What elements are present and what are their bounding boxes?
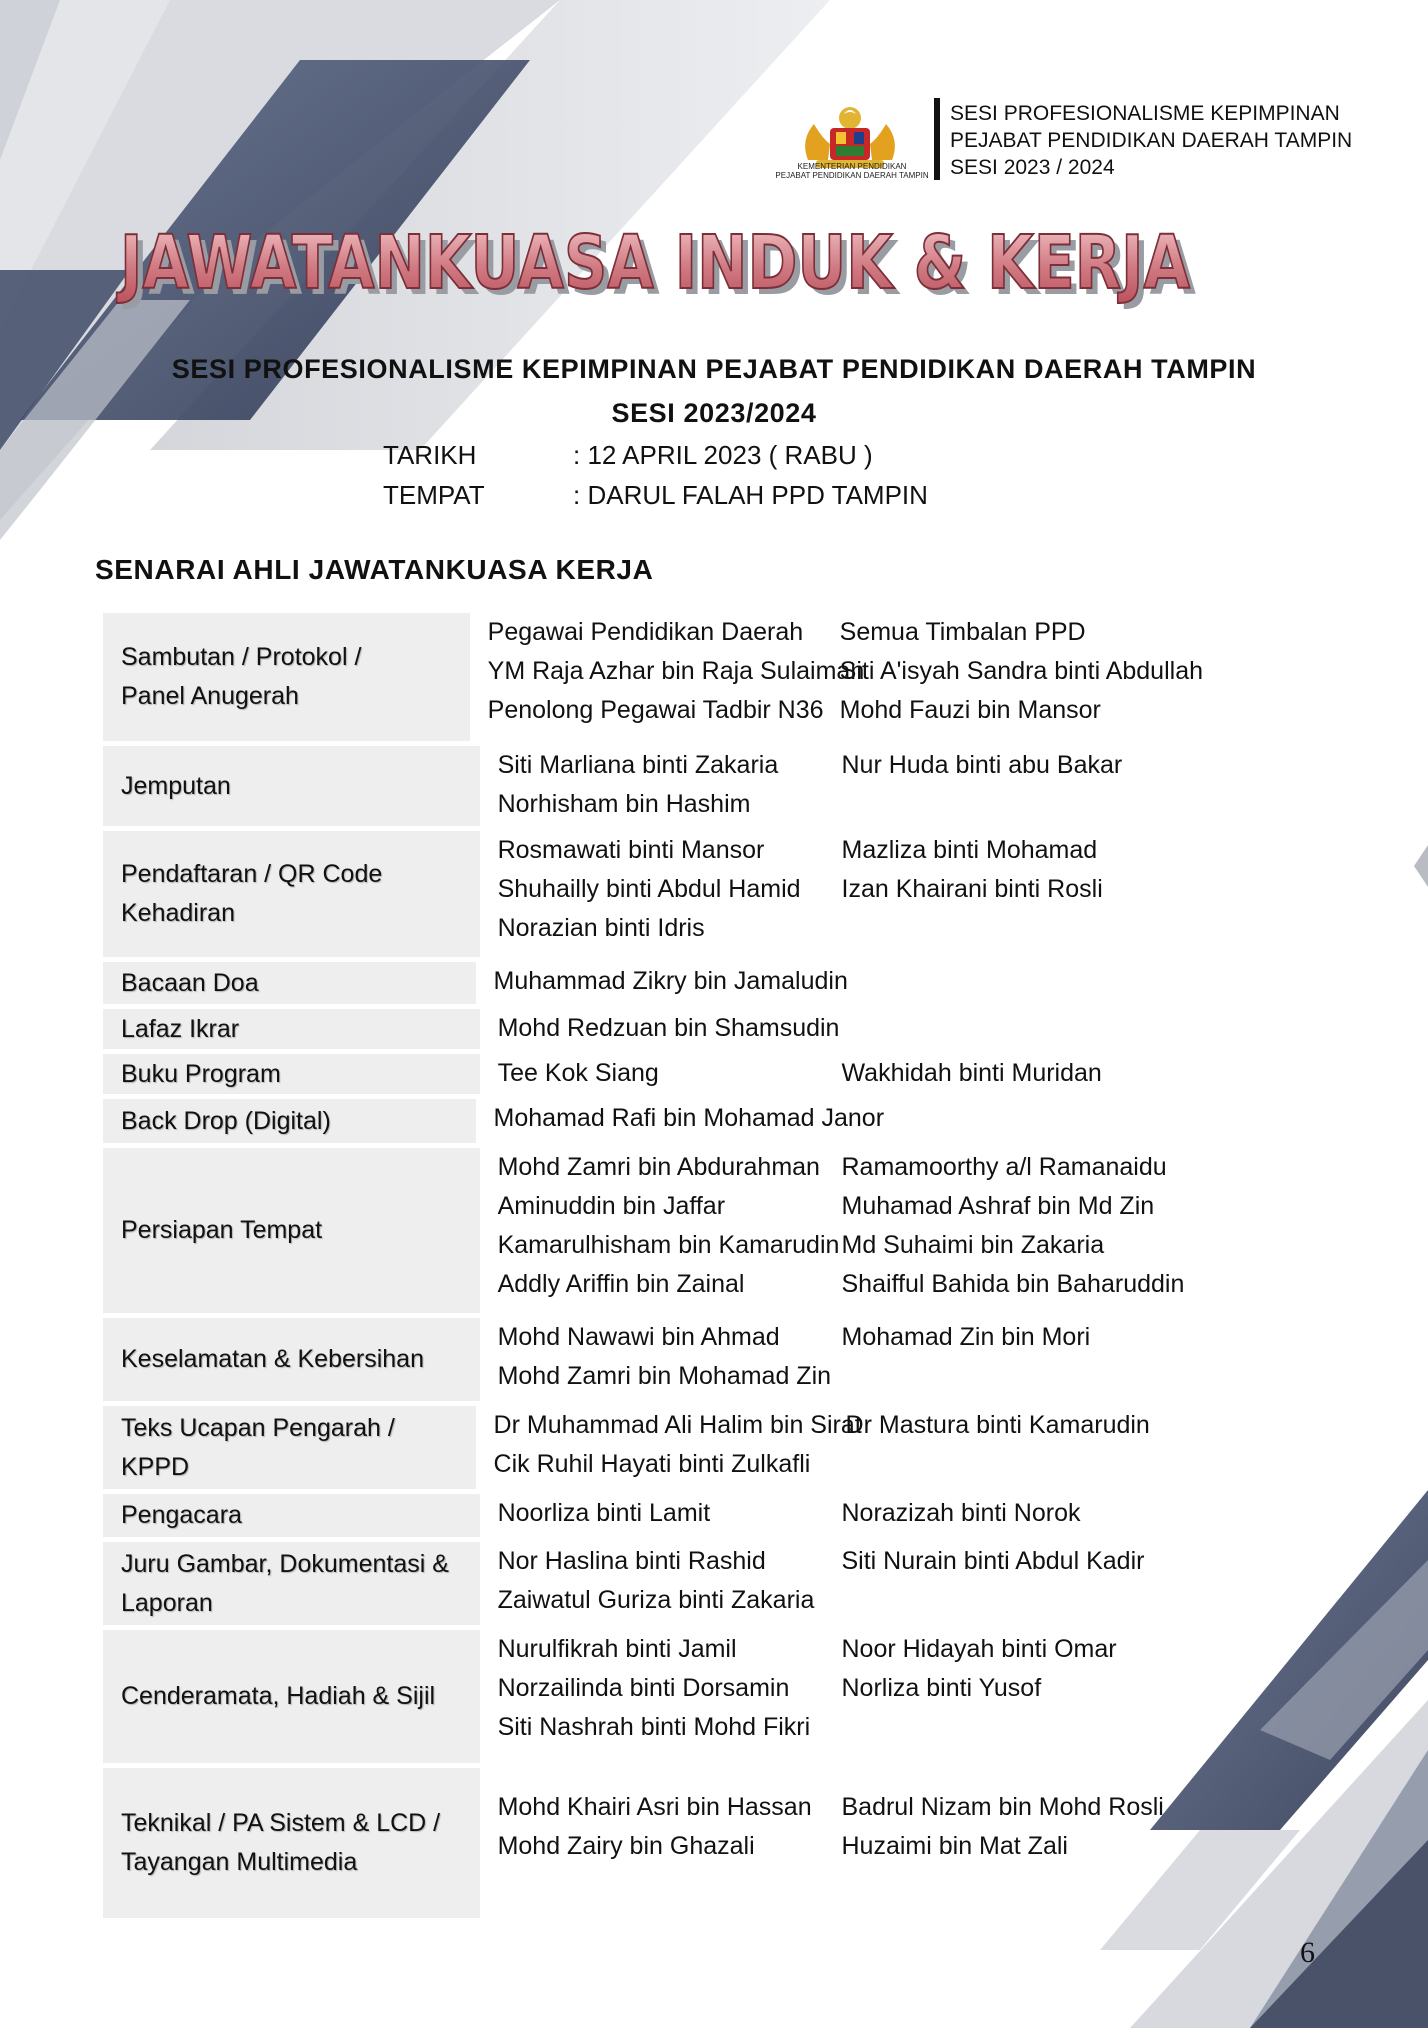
- committee-members-1: [480, 831, 842, 957]
- committee-member: Aminuddin bin Jaffar: [497, 1192, 726, 1220]
- place-value: : DARUL FALAH PPD TAMPIN: [573, 480, 928, 510]
- committee-member: Pegawai Pendidikan Daerah: [487, 618, 804, 646]
- committee-member: Nurulfikrah binti Jamil: [497, 1635, 737, 1663]
- committee-member: Addly Ariffin bin Zainal: [497, 1270, 745, 1298]
- committee-member: Siti A'isyah Sandra binti Abdullah: [839, 657, 1203, 685]
- committee-member: Md Suhaimi bin Zakaria: [841, 1231, 1105, 1259]
- committee-member: Siti Nashrah binti Mohd Fikri: [497, 1713, 811, 1741]
- document-title: SESI PROFESIONALISME KEPIMPINAN PEJABAT PENDIDIKAN DAERAH TAMPIN: [171, 354, 1257, 384]
- committee-member: Semua Timbalan PPD: [839, 618, 1086, 646]
- committee-members-1: [480, 1630, 842, 1763]
- committee-members-1: [480, 1768, 842, 1918]
- date-label: TARIKH: [383, 440, 477, 470]
- committee-members-2: [842, 1148, 1204, 1313]
- committee-members-2: [842, 1768, 1204, 1918]
- committee-member: Huzaimi bin Mat Zali: [841, 1832, 1068, 1860]
- committee-row: [103, 1148, 1203, 1313]
- committee-member: Cik Ruhil Hayati binti Zulkafli: [493, 1450, 811, 1478]
- committee-role: [103, 962, 476, 1004]
- page-number: 6: [1300, 1936, 1315, 1969]
- committee-role: [103, 1318, 480, 1401]
- header-divider: [934, 98, 940, 180]
- document-session: SESI 2023/2024: [611, 398, 817, 428]
- committee-member: Norliza binti Yusof: [841, 1674, 1042, 1702]
- committee-members-2: [840, 613, 1203, 741]
- committee-member: Mohd Zamri bin Mohamad Zin: [497, 1362, 832, 1390]
- committee-role: [103, 746, 480, 826]
- date-value: : 12 APRIL 2023 ( RABU ): [573, 440, 873, 470]
- committee-row: [103, 962, 1203, 1004]
- committee-member: Shaifful Bahida bin Baharuddin: [841, 1270, 1185, 1298]
- committee-member: Ramamoorthy a/l Ramanaidu: [841, 1153, 1167, 1181]
- emblem-caption: [764, 162, 940, 180]
- committee-member: Norazizah binti Norok: [841, 1499, 1081, 1527]
- committee-members-1: [480, 1318, 842, 1401]
- committee-role-line: Teks Ucapan Pengarah /: [121, 1413, 395, 1442]
- committee-member: Shuhailly binti Abdul Hamid: [497, 875, 801, 903]
- header-line: SESI 2023 / 2024: [950, 156, 1115, 179]
- committee-member: Siti Nurain binti Abdul Kadir: [841, 1547, 1145, 1575]
- committee-member: Mohd Zairy bin Ghazali: [497, 1832, 755, 1860]
- committee-role-line: Buku Program: [121, 1059, 281, 1088]
- header-line: SESI PROFESIONALISME KEPIMPINAN: [950, 102, 1340, 125]
- committee-member: Mohd Khairi Asri bin Hassan: [497, 1793, 812, 1821]
- committee-member: Norhisham bin Hashim: [497, 790, 751, 818]
- committee-role-line: Jemputan: [121, 771, 231, 800]
- committee-role-line: Cenderamata, Hadiah & Sijil: [121, 1682, 436, 1710]
- committee-role-line: Keselamatan & Kebersihan: [121, 1345, 424, 1373]
- header-line: PEJABAT PENDIDIKAN DAERAH TAMPIN: [950, 129, 1353, 152]
- committee-role: [103, 1009, 480, 1049]
- committee-member: Rosmawati binti Mansor: [497, 836, 765, 864]
- committee-role-line: Bacaan Doa: [121, 968, 259, 997]
- section-title: SENARAI AHLI JAWATANKUASA KERJA: [95, 554, 654, 585]
- header-text: [950, 100, 1352, 181]
- committee-member: Kamarulhisham bin Kamarudin: [497, 1231, 840, 1259]
- committee-member: Mohamad Zin bin Mori: [841, 1323, 1091, 1351]
- committee-role: [103, 1099, 476, 1143]
- committee-member: Penolong Pegawai Tadbir N36: [487, 696, 824, 724]
- committee-members-1: [476, 1099, 885, 1143]
- committee-row: [103, 1099, 1203, 1143]
- committee-member: YM Raja Azhar bin Raja Sulaiman: [487, 657, 865, 685]
- committee-members-1: [480, 1054, 842, 1094]
- committee-member: Norzailinda binti Dorsamin: [497, 1674, 790, 1702]
- committee-members-2: [846, 962, 1203, 1004]
- committee-row: [103, 1009, 1203, 1049]
- committee-role-line: Laporan: [121, 1588, 213, 1617]
- committee-members-2: [842, 1542, 1204, 1625]
- committee-member: Mohd Nawawi bin Ahmad: [497, 1323, 780, 1351]
- committee-member: Mohamad Rafi bin Mohamad Janor: [493, 1104, 885, 1132]
- committee-role: [103, 1054, 480, 1094]
- committee-row: [103, 1542, 1203, 1625]
- committee-member: Dr Mastura binti Kamarudin: [845, 1411, 1150, 1439]
- committee-member: Noor Hidayah binti Omar: [841, 1635, 1117, 1663]
- committee-row: [103, 1406, 1203, 1489]
- committee-members-1: [470, 613, 865, 741]
- committee-member: Tee Kok Siang: [497, 1059, 659, 1087]
- banner-title: [105, 212, 1205, 312]
- committee-role: [103, 1630, 480, 1763]
- committee-member: Wakhidah binti Muridan: [841, 1059, 1102, 1087]
- committee-role-line: KPPD: [121, 1452, 190, 1481]
- committee-role-line: Pendaftaran / QR Code: [121, 860, 383, 888]
- committee-members-2: [842, 1054, 1204, 1094]
- committee-role-line: Back Drop (Digital): [121, 1106, 331, 1135]
- committee-members-2: [842, 1630, 1204, 1763]
- committee-row: [103, 1768, 1203, 1918]
- committee-members-1: [480, 1542, 842, 1625]
- committee-role: [103, 1148, 480, 1313]
- committee-member: Nor Haslina binti Rashid: [497, 1547, 766, 1575]
- committee-member: Noorliza binti Lamit: [497, 1499, 711, 1527]
- committee-role-line: Tayangan Multimedia: [121, 1848, 358, 1876]
- committee-member: Mazliza binti Mohamad: [841, 836, 1098, 864]
- committee-role-line: Persiapan Tempat: [121, 1216, 323, 1244]
- committee-role: [103, 831, 480, 957]
- committee-members-1: [480, 1494, 842, 1537]
- committee-row: [103, 613, 1203, 741]
- committee-row: [103, 831, 1203, 957]
- committee-members-2: [842, 1009, 1204, 1049]
- committee-role-line: Kehadiran: [121, 899, 235, 927]
- banner-text: JAWATANKUASA INDUK & KERJA: [115, 220, 1190, 306]
- committee-member: Nur Huda binti abu Bakar: [841, 751, 1123, 779]
- committee-table: [103, 613, 1203, 1918]
- committee-members-2: [842, 746, 1204, 826]
- committee-role-line: Sambutan / Protokol /: [121, 643, 362, 671]
- committee-row: [103, 1054, 1203, 1094]
- committee-role: [103, 1768, 480, 1918]
- committee-row: [103, 1494, 1203, 1537]
- committee-member: Zaiwatul Guriza binti Zakaria: [497, 1586, 815, 1614]
- committee-members-1: [476, 1406, 862, 1489]
- committee-members-2: [842, 1318, 1204, 1401]
- committee-role-line: Lafaz Ikrar: [121, 1014, 240, 1043]
- committee-member: Badrul Nizam bin Mohd Rosli: [841, 1793, 1164, 1821]
- banner-shadow: JAWATANKUASA INDUK & KERJA: [121, 226, 1196, 312]
- committee-member: Siti Marliana binti Zakaria: [497, 751, 779, 779]
- committee-members-2: [846, 1099, 1203, 1143]
- committee-member: Mohd Fauzi bin Mansor: [839, 696, 1101, 724]
- committee-members-2: [842, 831, 1204, 957]
- place-label: TEMPAT: [383, 480, 485, 510]
- committee-row: [103, 1630, 1203, 1763]
- committee-members-1: [480, 746, 842, 826]
- committee-role-line: Panel Anugerah: [121, 682, 299, 710]
- committee-member: Dr Muhammad Ali Halim bin Sirat: [493, 1411, 862, 1439]
- emblem-caption-line: KEMENTERIAN PENDIDIKAN: [797, 162, 907, 171]
- committee-member: Muhamad Ashraf bin Md Zin: [841, 1192, 1155, 1220]
- emblem-caption-line: PEJABAT PENDIDIKAN DAERAH TAMPIN: [775, 171, 929, 180]
- committee-row: [103, 746, 1203, 826]
- committee-role: [103, 1542, 480, 1625]
- committee-row: [103, 1318, 1203, 1401]
- committee-role: [103, 1406, 476, 1489]
- committee-member: Norazian binti Idris: [497, 914, 705, 942]
- committee-member: Muhammad Zikry bin Jamaludin: [493, 967, 848, 995]
- committee-role-line: Pengacara: [121, 1501, 242, 1529]
- committee-member: Izan Khairani binti Rosli: [841, 875, 1103, 903]
- committee-members-2: [846, 1406, 1203, 1489]
- committee-member: Mohd Redzuan bin Shamsudin: [497, 1014, 840, 1042]
- committee-members-1: [476, 962, 846, 1004]
- committee-role-line: Juru Gambar, Dokumentasi &: [121, 1549, 449, 1578]
- committee-members-1: [480, 1009, 842, 1049]
- committee-role-line: Teknikal / PA Sistem & LCD /: [121, 1809, 441, 1837]
- committee-members-2: [842, 1494, 1204, 1537]
- committee-member: Mohd Zamri bin Abdurahman: [497, 1153, 820, 1181]
- committee-members-1: [480, 1148, 842, 1313]
- committee-role: [103, 613, 470, 741]
- committee-role: [103, 1494, 480, 1537]
